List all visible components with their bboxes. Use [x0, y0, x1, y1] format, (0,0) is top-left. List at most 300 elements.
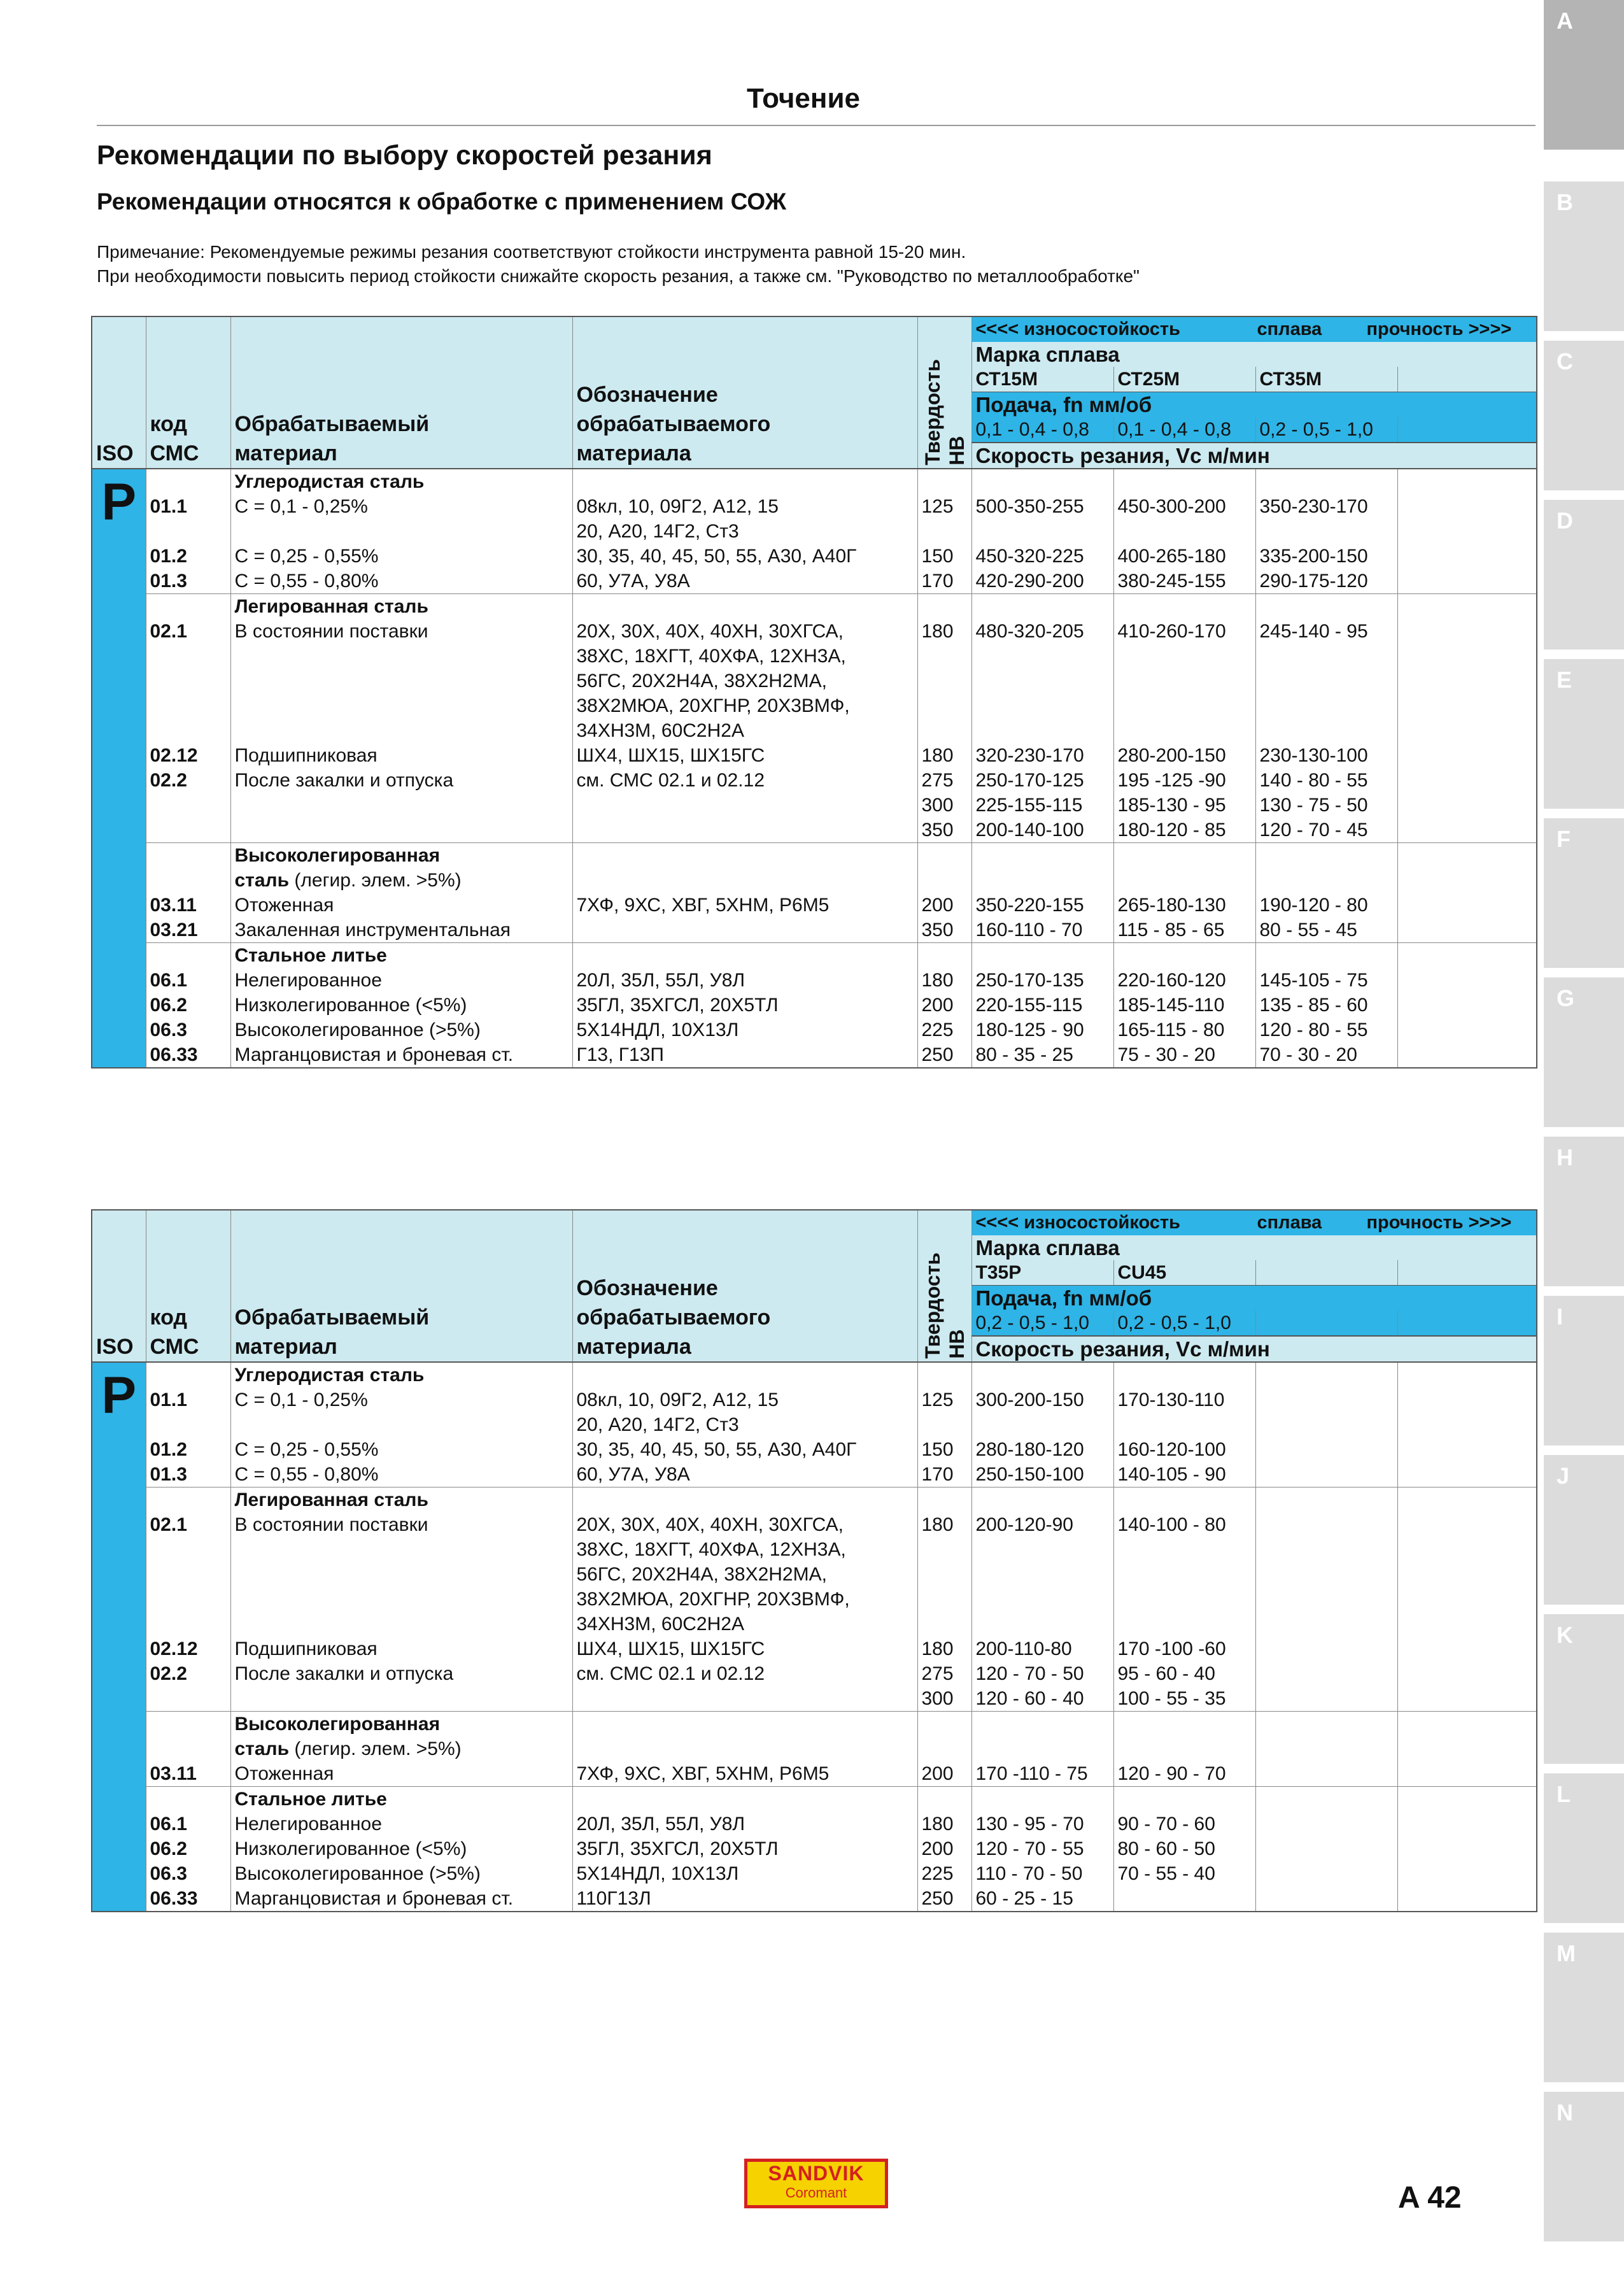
cell-designation: 20, А20, 14Г2, Ст3: [572, 519, 917, 544]
cell-hardness: 125: [917, 1388, 971, 1412]
cell-empty: [1397, 1636, 1537, 1661]
cell-speed-2: [1113, 943, 1255, 969]
wear-label: <<<< износостойкость: [975, 319, 1180, 339]
table-row: [92, 743, 1537, 768]
cell-hardness: [917, 1712, 971, 1737]
cell-designation: ШХ4, ШХ15, ШХ15ГС: [572, 1636, 917, 1661]
wear-label: <<<< износостойкость: [975, 1212, 1180, 1233]
table-row: [92, 1886, 1537, 1912]
table-row: [92, 544, 1537, 569]
table-row: [92, 1661, 1537, 1686]
cell-speed-1: [971, 1736, 1113, 1761]
cell-speed-1: 200-120-90: [971, 1512, 1113, 1537]
cell-designation: [572, 1736, 917, 1761]
cell-speed-3: [1255, 1437, 1397, 1462]
table-row: [92, 1686, 1537, 1711]
cell-empty: [1397, 1487, 1537, 1512]
tab-k[interactable]: K: [1544, 1614, 1624, 1764]
table-row: [92, 469, 1537, 494]
col-kod: [146, 316, 230, 469]
cell-designation: 34ХН3М, 60С2Н2А: [572, 1612, 917, 1636]
cell-hardness: 225: [917, 1861, 971, 1886]
cell-code: 02.2: [146, 1661, 230, 1686]
cell-speed-1: [971, 1362, 1113, 1388]
speed-label: Скорость резания, Vc м/мин: [971, 1336, 1537, 1362]
cell-speed-2: [1113, 1537, 1255, 1562]
cell-speed-3: [1255, 1388, 1397, 1412]
cell-speed-2: [1113, 843, 1255, 869]
table-row: [92, 1812, 1537, 1836]
cell-speed-3: [1255, 1512, 1397, 1537]
cell-material: Нелегированное: [230, 1812, 572, 1836]
cell-speed-3: [1255, 1412, 1397, 1437]
cell-designation: 38ХС, 18ХГТ, 40ХФА, 12ХН3А,: [572, 644, 917, 669]
cell-designation: 30, 35, 40, 45, 50, 55, А30, А40Г: [572, 1437, 917, 1462]
cell-designation: ШХ4, ШХ15, ШХ15ГС: [572, 743, 917, 768]
speed-label: Скорость резания, Vc м/мин: [971, 443, 1537, 469]
cell-speed-2: [1113, 519, 1255, 544]
cell-hardness: 180: [917, 1812, 971, 1836]
cell-code: 06.3: [146, 1861, 230, 1886]
alloy-label: сплава: [1257, 1212, 1322, 1233]
cell-code: [146, 1487, 230, 1512]
table-row: [92, 793, 1537, 818]
cell-speed-2: 70 - 55 - 40: [1113, 1861, 1255, 1886]
cell-speed-3: [1255, 1787, 1397, 1812]
cell-speed-2: [1113, 1736, 1255, 1761]
cell-speed-3: 245-140 - 95: [1255, 619, 1397, 644]
cell-speed-3: [1255, 1612, 1397, 1636]
cell-hardness: [917, 1537, 971, 1562]
cell-hardness: [917, 669, 971, 693]
cell-speed-2: 75 - 30 - 20: [1113, 1042, 1255, 1068]
cell-speed-1: 160-110 - 70: [971, 918, 1113, 942]
cell-speed-1: 170 -110 - 75: [971, 1761, 1113, 1786]
cell-material: Закаленная инструментальная: [230, 918, 572, 942]
cell-designation: [572, 1362, 917, 1388]
cell-speed-3: 190-120 - 80: [1255, 893, 1397, 918]
col-designation-label-2: обрабатываемого: [576, 412, 771, 436]
cell-hardness: 150: [917, 1437, 971, 1462]
cell-code: [146, 1537, 230, 1562]
tab-h[interactable]: H: [1544, 1137, 1624, 1286]
cell-hardness: 350: [917, 918, 971, 942]
cell-designation: 5Х14НДЛ, 10Х13Л: [572, 1861, 917, 1886]
col-designation-label-1: Обозначение: [576, 1276, 718, 1300]
cell-material: Марганцовистая и броневая ст.: [230, 1042, 572, 1068]
cell-speed-1: 300-200-150: [971, 1388, 1113, 1412]
section-tabs: [1544, 0, 1624, 2279]
cell-speed-3: [1255, 1836, 1397, 1861]
grade-4: [1397, 1260, 1537, 1286]
grade-2: CU45: [1113, 1260, 1255, 1286]
cutting-speed-table-2: [91, 1209, 1537, 1912]
cell-hardness: [917, 1362, 971, 1388]
cell-speed-1: 200-140-100: [971, 818, 1113, 842]
cell-designation: 110Г13Л: [572, 1886, 917, 1912]
cell-hardness: 300: [917, 793, 971, 818]
table-row: [92, 1861, 1537, 1886]
col-material-label-2: материал: [234, 1335, 337, 1359]
cell-speed-2: 140-105 - 90: [1113, 1462, 1255, 1487]
cell-designation: 5Х14НДЛ, 10Х13Л: [572, 1018, 917, 1042]
tab-c[interactable]: C: [1544, 341, 1624, 490]
tab-n[interactable]: N: [1544, 2092, 1624, 2241]
cell-code: [146, 1562, 230, 1587]
cell-designation: [572, 918, 917, 942]
cell-speed-3: [1255, 1537, 1397, 1562]
cell-material: [230, 1562, 572, 1587]
cell-empty: [1397, 1761, 1537, 1786]
cell-empty: [1397, 768, 1537, 793]
col-hardness-label-2: НВ: [945, 1329, 968, 1359]
cell-hardness: 200: [917, 893, 971, 918]
cell-speed-2: 185-145-110: [1113, 993, 1255, 1018]
cell-speed-3: 140 - 80 - 55: [1255, 768, 1397, 793]
cell-material: Углеродистая сталь: [230, 1362, 572, 1388]
tab-i[interactable]: I: [1544, 1296, 1624, 1445]
table-row: [92, 1042, 1537, 1068]
table-row: [92, 519, 1537, 544]
cell-speed-2: [1113, 644, 1255, 669]
cell-material: Подшипниковая: [230, 1636, 572, 1661]
cell-hardness: 180: [917, 619, 971, 644]
cell-designation: 20Х, 30Х, 40Х, 40ХН, 30ХГСА,: [572, 619, 917, 644]
cell-speed-2: [1113, 1412, 1255, 1437]
feed-label: Подача, fn мм/об: [971, 392, 1537, 418]
table-row: [92, 644, 1537, 669]
cell-empty: [1397, 718, 1537, 743]
cell-code: [146, 1736, 230, 1761]
cell-code: [146, 1787, 230, 1812]
col-kod-label-1: код: [150, 1305, 187, 1330]
cell-code: [146, 1612, 230, 1636]
cell-speed-2: 220-160-120: [1113, 968, 1255, 993]
col-designation-label-3: материала: [576, 441, 691, 465]
cell-designation: [572, 818, 917, 842]
col-material-label-1: Обрабатываемый: [234, 412, 430, 436]
col-hardness-label: [921, 1253, 969, 1359]
cell-code: [146, 1686, 230, 1711]
cell-speed-2: 195 -125 -90: [1113, 768, 1255, 793]
cell-speed-2: 115 - 85 - 65: [1113, 918, 1255, 942]
cell-empty: [1397, 843, 1537, 869]
tab-j[interactable]: J: [1544, 1455, 1624, 1605]
cell-material: С = 0,1 - 0,25%: [230, 494, 572, 519]
col-hardness: [917, 1210, 971, 1362]
col-designation: [572, 1210, 917, 1362]
cell-speed-2: [1113, 1362, 1255, 1388]
table-row: [92, 768, 1537, 793]
cell-speed-2: 165-115 - 80: [1113, 1018, 1255, 1042]
cell-speed-1: [971, 644, 1113, 669]
cell-speed-3: [1255, 1736, 1397, 1761]
heading-note: (легир. элем. >5%): [289, 1738, 462, 1759]
cell-speed-3: [1255, 519, 1397, 544]
cell-speed-2: [1113, 1587, 1255, 1612]
table-row: [92, 868, 1537, 893]
cell-empty: [1397, 619, 1537, 644]
cell-material: [230, 1412, 572, 1437]
cell-speed-2: 170-130-110: [1113, 1388, 1255, 1412]
cell-hardness: [917, 843, 971, 869]
col-material: [230, 316, 572, 469]
cell-designation: см. СМС 02.1 и 02.12: [572, 1661, 917, 1686]
cell-speed-1: 350-220-155: [971, 893, 1113, 918]
col-designation-label-1: Обозначение: [576, 383, 718, 407]
table-row: [92, 918, 1537, 942]
cell-designation: 38Х2МЮА, 20ХГНР, 20Х3ВМФ,: [572, 693, 917, 718]
cell-material: [230, 818, 572, 842]
cell-material: Легированная сталь: [230, 1487, 572, 1512]
cell-designation: 38ХС, 18ХГТ, 40ХФА, 12ХН3А,: [572, 1537, 917, 1562]
cell-hardness: 125: [917, 494, 971, 519]
table-row: [92, 1462, 1537, 1487]
cell-material: [230, 868, 572, 893]
feed-label: Подача, fn мм/об: [971, 1286, 1537, 1311]
tab-d[interactable]: D: [1544, 500, 1624, 650]
cell-hardness: [917, 868, 971, 893]
alloy-label: сплава: [1257, 319, 1322, 339]
cell-code: 01.2: [146, 1437, 230, 1462]
cell-material: Высоколегированное (>5%): [230, 1861, 572, 1886]
cell-empty: [1397, 1537, 1537, 1562]
cell-material: [230, 1587, 572, 1612]
cell-material: Высоколегированная: [230, 1712, 572, 1737]
tab-f[interactable]: F: [1544, 818, 1624, 968]
cell-empty: [1397, 1861, 1537, 1886]
cell-empty: [1397, 1512, 1537, 1537]
cell-hardness: [917, 1787, 971, 1812]
cell-code: 06.1: [146, 1812, 230, 1836]
cell-material: [230, 1736, 572, 1761]
tab-m[interactable]: M: [1544, 1933, 1624, 2082]
cell-code: 06.2: [146, 993, 230, 1018]
cell-speed-3: 335-200-150: [1255, 544, 1397, 569]
cell-empty: [1397, 1042, 1537, 1068]
cell-material: Стальное литье: [230, 1787, 572, 1812]
cell-speed-1: 120 - 60 - 40: [971, 1686, 1113, 1711]
cell-speed-1: 80 - 35 - 25: [971, 1042, 1113, 1068]
tab-g[interactable]: G: [1544, 977, 1624, 1127]
cell-code: 06.2: [146, 1836, 230, 1861]
cell-speed-1: 280-180-120: [971, 1437, 1113, 1462]
page-subtitle: Рекомендации относятся к обработке с применением СОЖ: [97, 188, 787, 215]
cell-material: В состоянии поставки: [230, 1512, 572, 1537]
cell-speed-2: 100 - 55 - 35: [1113, 1686, 1255, 1711]
cell-designation: [572, 1487, 917, 1512]
cell-empty: [1397, 918, 1537, 942]
tab-l[interactable]: L: [1544, 1773, 1624, 1923]
grade-label: Марка сплава: [971, 1235, 1537, 1260]
cell-material: Нелегированное: [230, 968, 572, 993]
cell-material: После закалки и отпуска: [230, 1661, 572, 1686]
table-row: [92, 1612, 1537, 1636]
cell-designation: 35ГЛ, 35ХГСЛ, 20Х5ТЛ: [572, 993, 917, 1018]
cell-speed-1: 320-230-170: [971, 743, 1113, 768]
cell-speed-1: [971, 1587, 1113, 1612]
table-row: [92, 1512, 1537, 1537]
cell-speed-1: 500-350-255: [971, 494, 1113, 519]
cell-empty: [1397, 1736, 1537, 1761]
col-hardness-label: [921, 359, 969, 465]
tab-a[interactable]: A: [1544, 0, 1624, 150]
iso-group-p: [92, 1362, 146, 1912]
cell-material: Отоженная: [230, 893, 572, 918]
cell-speed-3: 120 - 70 - 45: [1255, 818, 1397, 842]
cell-speed-2: 400-265-180: [1113, 544, 1255, 569]
cell-speed-2: 280-200-150: [1113, 743, 1255, 768]
cell-code: 02.1: [146, 619, 230, 644]
cell-empty: [1397, 1712, 1537, 1737]
cell-empty: [1397, 1562, 1537, 1587]
cell-material: С = 0,55 - 0,80%: [230, 569, 572, 593]
cell-empty: [1397, 968, 1537, 993]
cell-empty: [1397, 669, 1537, 693]
cell-hardness: 170: [917, 1462, 971, 1487]
table-row: [92, 1362, 1537, 1388]
cell-empty: [1397, 1437, 1537, 1462]
cell-code: 01.3: [146, 1462, 230, 1487]
cell-hardness: [917, 1612, 971, 1636]
col-kod-label-2: СМС: [150, 441, 199, 465]
table-row: [92, 1437, 1537, 1462]
cell-empty: [1397, 569, 1537, 593]
cell-speed-1: [971, 843, 1113, 869]
cell-speed-3: [1255, 843, 1397, 869]
feed-1: 0,1 - 0,4 - 0,8: [971, 417, 1113, 443]
cell-empty: [1397, 544, 1537, 569]
note-line-1: Примечание: Рекомендуемые режимы резания соответствуют стойкости инструмента равной 15-20 мин.: [97, 242, 966, 262]
page-number: A 42: [1398, 2181, 1462, 2215]
cell-code: [146, 718, 230, 743]
cell-speed-3: [1255, 1712, 1397, 1737]
cell-hardness: [917, 943, 971, 969]
feed-3: [1255, 1310, 1397, 1336]
cell-material: Легированная сталь: [230, 594, 572, 619]
cell-speed-1: 480-320-205: [971, 619, 1113, 644]
cell-speed-2: 90 - 70 - 60: [1113, 1812, 1255, 1836]
cell-speed-2: 410-260-170: [1113, 619, 1255, 644]
cell-speed-3: [1255, 868, 1397, 893]
cell-hardness: 200: [917, 1836, 971, 1861]
heading-note: (легир. элем. >5%): [289, 870, 462, 891]
cell-code: [146, 1362, 230, 1388]
cell-speed-1: [971, 1487, 1113, 1512]
cell-speed-2: 95 - 60 - 40: [1113, 1661, 1255, 1686]
cell-speed-1: 120 - 70 - 50: [971, 1661, 1113, 1686]
cell-empty: [1397, 993, 1537, 1018]
cell-speed-1: 220-155-115: [971, 993, 1113, 1018]
table-row: [92, 893, 1537, 918]
table-row: [92, 569, 1537, 593]
tab-b[interactable]: B: [1544, 181, 1624, 331]
table-row: [92, 1018, 1537, 1042]
cell-designation: 7ХФ, 9ХС, ХВГ, 5ХНМ, Р6М5: [572, 893, 917, 918]
cell-speed-1: 130 - 95 - 70: [971, 1812, 1113, 1836]
cell-empty: [1397, 494, 1537, 519]
cell-material: Подшипниковая: [230, 743, 572, 768]
cell-hardness: 150: [917, 544, 971, 569]
cell-speed-1: [971, 519, 1113, 544]
table-row: [92, 1712, 1537, 1737]
col-designation-label-2: обрабатываемого: [576, 1305, 771, 1330]
col-iso-label: ISO: [96, 1335, 134, 1359]
cell-speed-1: 120 - 70 - 55: [971, 1836, 1113, 1861]
cell-speed-1: 180-125 - 90: [971, 1018, 1113, 1042]
cell-speed-1: [971, 693, 1113, 718]
cell-designation: 60, У7А, У8А: [572, 1462, 917, 1487]
cell-designation: [572, 594, 917, 619]
cell-code: [146, 1587, 230, 1612]
cell-speed-2: 120 - 90 - 70: [1113, 1761, 1255, 1786]
cell-designation: 08кл, 10, 09Г2, А12, 15: [572, 494, 917, 519]
cell-code: 03.11: [146, 893, 230, 918]
cell-speed-3: [1255, 1761, 1397, 1786]
cell-material: Марганцовистая и броневая ст.: [230, 1886, 572, 1912]
cell-designation: 30, 35, 40, 45, 50, 55, А30, А40Г: [572, 544, 917, 569]
cell-code: 02.12: [146, 743, 230, 768]
cell-speed-3: [1255, 1562, 1397, 1587]
cell-speed-2: [1113, 1787, 1255, 1812]
page-title: Рекомендации по выбору скоростей резания: [97, 140, 712, 171]
cell-speed-3: 145-105 - 75: [1255, 968, 1397, 993]
table-row: [92, 843, 1537, 869]
feed-3: 0,2 - 0,5 - 1,0: [1255, 417, 1397, 443]
cell-speed-2: 450-300-200: [1113, 494, 1255, 519]
feed-1: 0,2 - 0,5 - 1,0: [971, 1310, 1113, 1336]
cell-empty: [1397, 1388, 1537, 1412]
cell-speed-1: [971, 1787, 1113, 1812]
table-row: [92, 818, 1537, 842]
wear-strength-bar: [971, 316, 1537, 342]
cell-designation: [572, 793, 917, 818]
note-line-2: При необходимости повысить период стойкости снижайте скорость резания, а также см. "Руководство по металлообработке": [97, 266, 1140, 286]
cell-hardness: [917, 519, 971, 544]
cell-speed-3: 290-175-120: [1255, 569, 1397, 593]
cell-speed-2: 180-120 - 85: [1113, 818, 1255, 842]
cell-hardness: 170: [917, 569, 971, 593]
col-iso: [92, 316, 146, 469]
cell-material: Высоколегированная: [230, 843, 572, 869]
cell-designation: [572, 1712, 917, 1737]
cell-speed-2: [1113, 1612, 1255, 1636]
cell-speed-2: [1113, 1562, 1255, 1587]
table-row: [92, 693, 1537, 718]
cell-speed-3: 70 - 30 - 20: [1255, 1042, 1397, 1068]
col-designation-label-3: материала: [576, 1335, 691, 1359]
grade-3: [1255, 1260, 1397, 1286]
cell-speed-1: [971, 943, 1113, 969]
logo-line-1: SANDVIK: [768, 2162, 865, 2185]
cell-material: В состоянии поставки: [230, 619, 572, 644]
tab-e[interactable]: E: [1544, 659, 1624, 809]
cell-hardness: 300: [917, 1686, 971, 1711]
cell-speed-1: [971, 1712, 1113, 1737]
cell-material: После закалки и отпуска: [230, 768, 572, 793]
cell-speed-3: [1255, 669, 1397, 693]
cell-speed-1: 450-320-225: [971, 544, 1113, 569]
cell-material: [230, 644, 572, 669]
col-kod-label-2: СМС: [150, 1335, 199, 1359]
cell-material: [230, 519, 572, 544]
cell-empty: [1397, 1886, 1537, 1912]
cell-speed-3: 130 - 75 - 50: [1255, 793, 1397, 818]
cell-material: [230, 1686, 572, 1711]
cell-code: 01.1: [146, 1388, 230, 1412]
table-row: [92, 968, 1537, 993]
col-iso-label: ISO: [96, 441, 134, 465]
